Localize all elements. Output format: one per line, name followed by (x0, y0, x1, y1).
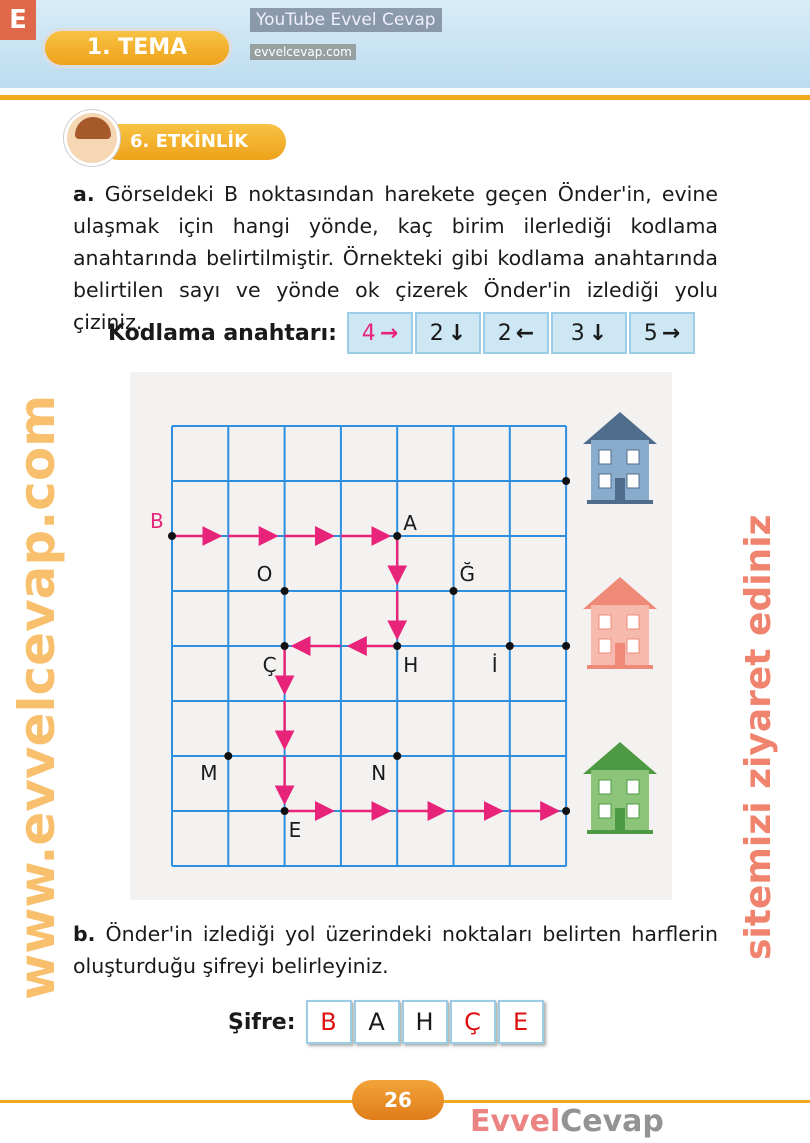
grid-point (450, 587, 458, 595)
youtube-watermark: YouTube Evvel Cevap (250, 8, 442, 32)
grid-point (393, 642, 401, 650)
house-window-icon (627, 639, 639, 653)
grid-point (281, 642, 289, 650)
step-count: 2 (429, 320, 444, 346)
watermark-secondary: sitemizi ziyaret ediniz (738, 514, 779, 960)
password-letter: E (498, 1000, 544, 1044)
point-label-9: E (288, 818, 302, 842)
house-point (562, 807, 570, 815)
point-label-7: M (200, 761, 218, 785)
watermark-main: www.evvelcevap.com (8, 394, 66, 1000)
password-row (228, 1000, 546, 1044)
password-letter: A (354, 1000, 400, 1044)
house-door-icon (615, 808, 625, 832)
part-b-body: Önder'in izlediği yol üzerindeki noktaları belirten harflerin oluşturduğu şifreyi belirleyiniz. (73, 922, 718, 978)
house-door-icon (615, 643, 625, 667)
point-label-5: H (403, 653, 419, 677)
house-window-icon (599, 780, 611, 794)
arrow-icon: ↓ (447, 320, 467, 346)
point-label-6: İ (491, 653, 498, 677)
point-label-3: Ğ (459, 562, 475, 586)
house-base (587, 830, 653, 834)
point-label-0: B (150, 509, 164, 533)
part-a-label: a. (73, 182, 95, 206)
house-window-icon (599, 474, 611, 488)
arrow-icon: ← (515, 320, 535, 346)
grid-point (224, 752, 232, 760)
brand-logo: E (0, 0, 36, 40)
house-window-icon (599, 615, 611, 629)
arrow-icon: → (661, 320, 681, 346)
step-count: 2 (497, 320, 512, 346)
grid-point (168, 532, 176, 540)
brand-right: Cevap (560, 1104, 664, 1139)
house-roof-icon (583, 577, 657, 609)
theme-banner: 1. TEMA (42, 28, 232, 68)
password-letter: H (402, 1000, 448, 1044)
house-window-icon (627, 804, 639, 818)
password-label: Şifre: (228, 1009, 296, 1035)
password-letters (306, 1000, 546, 1044)
grid-point (281, 587, 289, 595)
house-point (562, 477, 570, 485)
part-a-body: Görseldeki B noktasından harekete geçen Önder'in, evine ulaşmak için hangi yönde, kaç birim ilerlediği kodlama anahtarında belirtilmiştir. Örnekteki gibi kodlama anahtarında belirtilen sayı ve yönde ok çizerek Önder'in izlediği yolu çiziniz. (73, 182, 718, 334)
grid-point (506, 642, 514, 650)
house-roof-icon (583, 412, 657, 444)
house-window-icon (627, 780, 639, 794)
point-label-4: Ç (262, 653, 277, 677)
grid-point (281, 807, 289, 815)
arrow-icon: → (379, 320, 399, 346)
page-number: 26 (352, 1080, 444, 1120)
house-base (587, 500, 653, 504)
point-label-8: N (371, 761, 387, 785)
step-count: 3 (570, 320, 585, 346)
point-label-1: A (403, 511, 417, 535)
grid-point (393, 532, 401, 540)
house-window-icon (599, 450, 611, 464)
point-label-2: O (256, 562, 273, 586)
part-b-label: b. (73, 922, 96, 946)
password-letter: Ç (450, 1000, 496, 1044)
step-count: 5 (643, 320, 658, 346)
footer-brand (470, 1104, 664, 1139)
house-window-icon (627, 474, 639, 488)
house-window-icon (599, 639, 611, 653)
site-watermark: evvelcevap.com (250, 44, 356, 60)
brand-left: Evvel (470, 1104, 561, 1139)
step-count: 4 (361, 320, 376, 346)
coding-key-label: Kodlama anahtarı: (108, 320, 337, 346)
house-point (562, 642, 570, 650)
house-window-icon (599, 804, 611, 818)
house-window-icon (627, 450, 639, 464)
grid-point (393, 752, 401, 760)
house-door-icon (615, 478, 625, 502)
house-window-icon (627, 615, 639, 629)
arrow-icon: ↓ (588, 320, 608, 346)
house-roof-icon (583, 742, 657, 774)
activity-title: 6. ETKİNLİK (100, 124, 286, 160)
part-b-text (73, 918, 718, 982)
house-base (587, 665, 653, 669)
password-letter: B (306, 1000, 352, 1044)
